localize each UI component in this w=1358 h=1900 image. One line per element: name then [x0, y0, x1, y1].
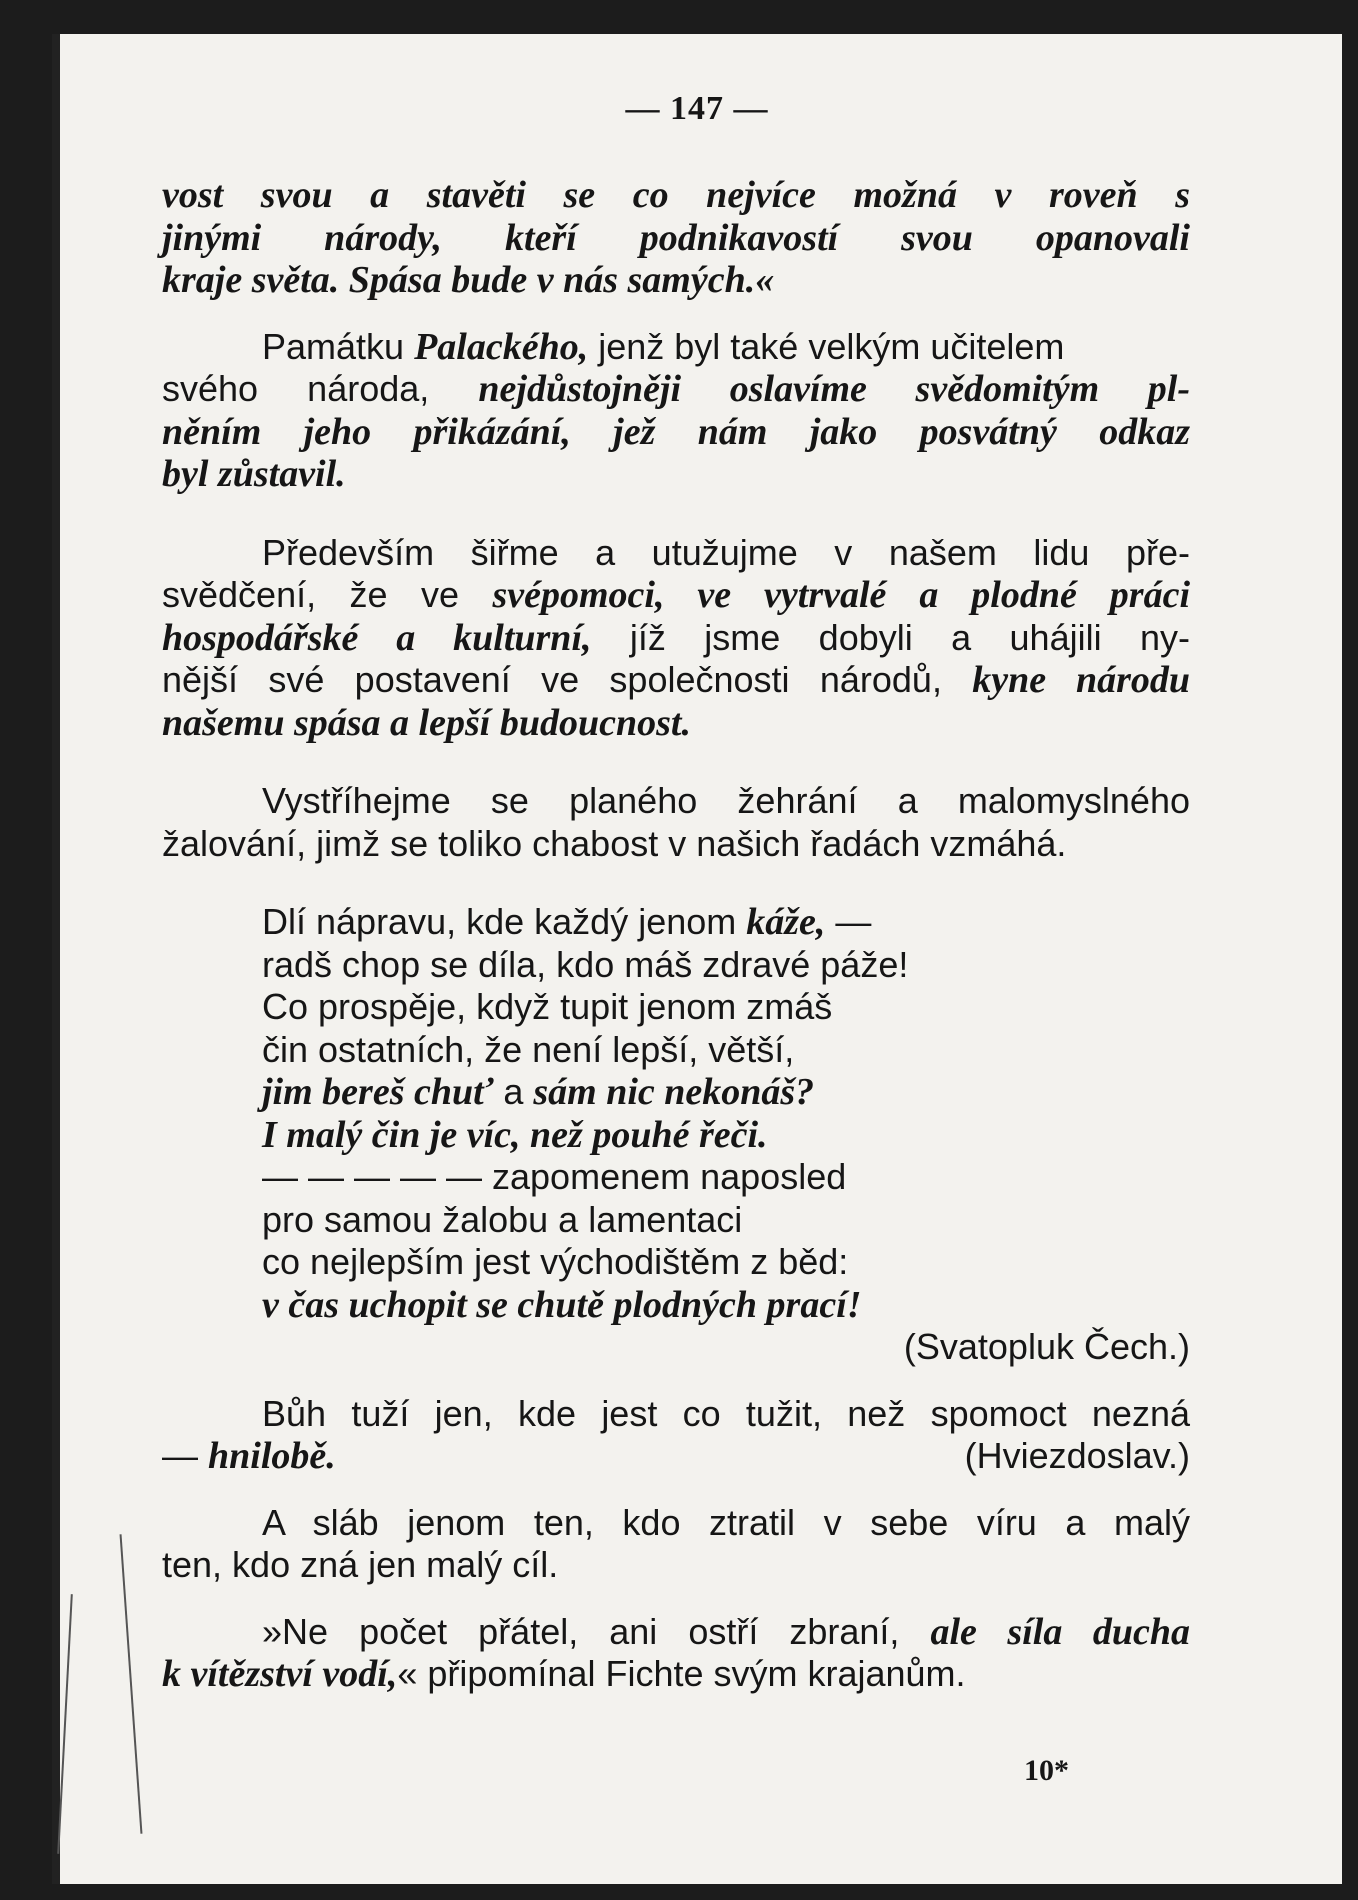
paragraph-3 — [162, 532, 1190, 745]
text-line: — hnilobě. (Hviezdoslav.) — [162, 1435, 1190, 1477]
poem-line: co nejlepším jest východištěm z běd: — [262, 1241, 849, 1282]
text-line: Vystříhejme se planého žehrání a malomyslného — [262, 780, 1190, 821]
text-line: svědčení, že ve svépomoci, ve vytrvalé a plodné práci — [162, 574, 1191, 616]
poem-line: jim bereš chuť a sám nic nekonáš? — [262, 1071, 815, 1113]
text-line: našemu spása a lepší budoucnost. — [162, 701, 691, 744]
page-body — [162, 174, 1190, 1696]
text-line: vost svou a stavěti se co nejvíce možná v roveň s — [162, 174, 1190, 216]
paragraph-4 — [162, 780, 1190, 865]
paragraph-6 — [162, 1502, 1190, 1587]
text-line: žalování, jimž se toliko chabost v našich řadách vzmáhá. — [162, 822, 1067, 864]
left-edge-rule — [52, 34, 60, 1884]
paragraph-1 — [162, 174, 1190, 302]
poem-line: radš chop se díla, kdo máš zdravé páže! — [262, 943, 909, 985]
page-number: — 147 — — [625, 90, 769, 127]
text-line: »Ne počet přátel, ani ostří zbraní, ale síla ducha — [262, 1610, 1190, 1653]
text-line: Především šiřme a utužujme v našem lidu pře- — [262, 531, 1190, 573]
quote-attribution: (Hviezdoslav.) — [964, 1435, 1190, 1476]
text-line: nější své postavení ve společnosti národů, kyne národu — [162, 659, 1190, 701]
poem-line: Dlí nápravu, kde každý jenom káže, — — [262, 901, 872, 943]
text-line: A sláb jenom ten, kdo ztratil v sebe víru a malý — [262, 1501, 1190, 1543]
paragraph-2 — [162, 326, 1190, 496]
poem-quote — [162, 901, 1190, 1326]
book-page — [52, 34, 1342, 1884]
poem-attribution: (Svatopluk Čech.) — [903, 1326, 1190, 1367]
text-line: ten, kdo zná jen malý cíl. — [162, 1544, 559, 1585]
paragraph-7 — [162, 1611, 1190, 1696]
signature-mark: 10* — [1024, 1754, 1069, 1787]
text-line: byl zůstavil. — [162, 453, 346, 495]
text-line: něním jeho přikázání, jež nám jako posvátný odkaz — [162, 410, 1190, 453]
poem-line: I malý čin je víc, než pouhé řeči. — [262, 1113, 768, 1156]
text-line: k vítězství vodí,« připomínal Fichte svým krajanům. — [162, 1653, 966, 1695]
poem-line: pro samou žalobu a lamentaci — [262, 1198, 743, 1240]
poem-line: — — — — — zapomenem naposled — [262, 1156, 847, 1197]
poem-line: v čas uchopit se chutě plodných prací! — [262, 1283, 862, 1326]
text-line: jinými národy, kteří podnikavostí svou opanovali — [162, 216, 1190, 259]
text-line: Bůh tuží jen, kde jest co tužit, než spomoct nezná — [262, 1392, 1190, 1434]
poem-line: čin ostatních, že není lepší, větší, — [262, 1028, 795, 1070]
text-line: svého národa, nejdůstojněji oslavíme svědomitým pl- — [162, 368, 1190, 410]
paragraph-5 — [162, 1393, 1190, 1478]
text-line: Památku Palackého, jenž byl také velkým učitelem — [262, 325, 1065, 368]
poem-line: Co prospěje, když tupit jenom zmáš — [262, 986, 833, 1027]
text-line: hospodářské a kulturní, jíž jsme dobyli a uhájili ny- — [162, 616, 1190, 659]
text-line: kraje světa. Spása bude v nás samých.« — [162, 259, 775, 301]
scan-artifact-line — [120, 1534, 143, 1833]
